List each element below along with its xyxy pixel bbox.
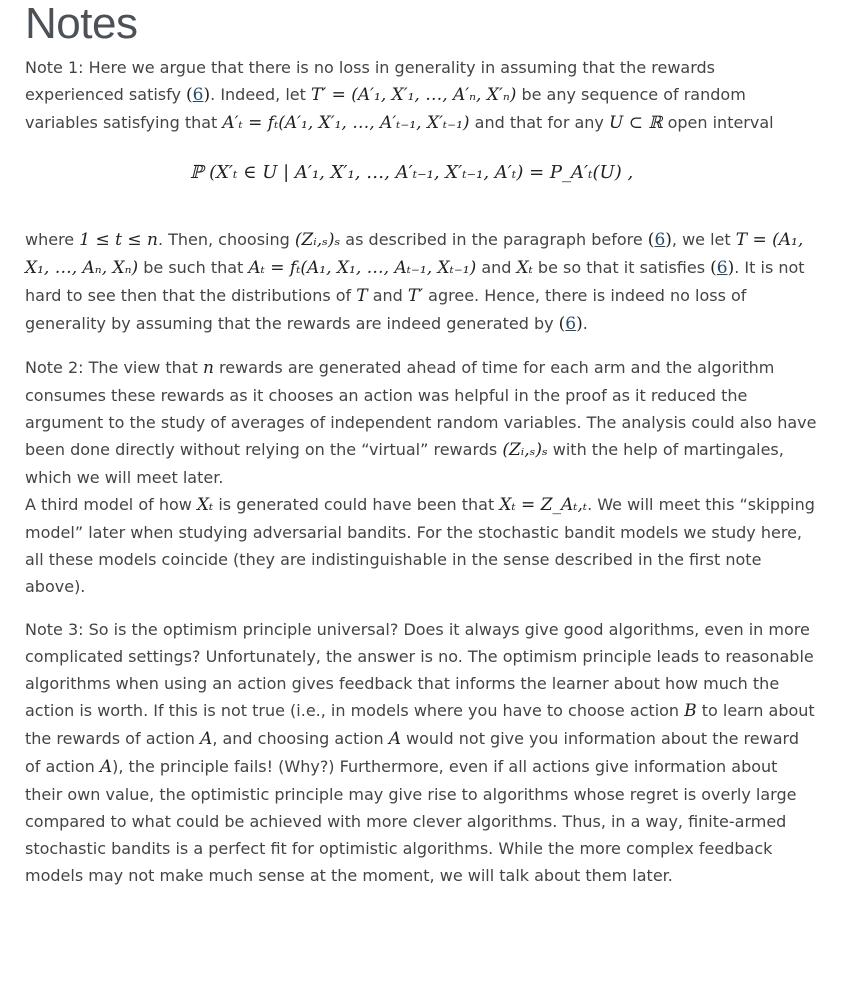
- inline-math: Xₜ: [196, 495, 214, 515]
- inline-math: T′: [407, 286, 424, 306]
- text-run: to learn about the rewards of action: [25, 701, 815, 748]
- inline-math: T: [356, 286, 368, 306]
- inline-math: (Zᵢ,ₛ)ₛ: [294, 230, 341, 250]
- text-run: be so that it satisfies: [532, 258, 711, 277]
- equation-number: 6: [716, 258, 728, 278]
- text-run: and: [476, 258, 517, 277]
- text-run: open interval: [662, 113, 774, 132]
- equation-number: 6: [654, 230, 666, 250]
- text-run: and that for any: [469, 113, 609, 132]
- equation-number: 6: [565, 314, 577, 334]
- note-paragraph: [25, 54, 818, 137]
- inline-math: n: [202, 358, 214, 378]
- equation-number: 6: [192, 85, 204, 105]
- note-paragraph: [25, 616, 818, 889]
- page-title: Notes: [25, 0, 138, 48]
- text-run: agree. Hence, there is indeed no loss of generality by assuming that the rewards are indeed generated by: [25, 286, 747, 333]
- inline-math: Xₜ: [516, 258, 533, 278]
- equation-reference-link[interactable]: (6): [558, 314, 583, 334]
- notes-content: [25, 54, 818, 889]
- text-run: would not give you information about the reward of action: [25, 729, 799, 776]
- inline-math: A: [200, 729, 213, 749]
- inline-math: U ⊂ ℝ: [608, 113, 663, 133]
- text-run: ), the principle fails! (Why?) Furthermore, even if all actions give information about their own value, the optimistic principle may give rise to algorithms whose regret is overly large compared to what could be achieved with more clever algorithms. Thus, in a way, finite-armed stochastic bandits is a perfect fit for optimistic algorithms. While the more complex feedback models may not make much sense at the moment, we will talk about them later.: [25, 757, 797, 885]
- note-paragraph: [25, 226, 818, 338]
- inline-math: Aₜ = fₜ(A₁, X₁, …, Aₜ₋₁, Xₜ₋₁): [248, 258, 477, 278]
- text-run: with the help of martingales, which we will meet later.: [25, 440, 784, 487]
- text-run: A third model of how: [25, 495, 197, 514]
- text-run: rewards are generated ahead of time for each arm and the algorithm consumes these rewards as it chooses an action was helpful in the proof as it reduced the argument to the study of averages of independent random variables. The analysis could also have been done directly without relying on the “virtual” rewards: [25, 358, 817, 459]
- text-run: is generated could have been that: [213, 495, 500, 514]
- inline-math: (Zᵢ,ₛ)ₛ: [502, 440, 548, 460]
- text-run: . It is not hard to see then that the distributions of: [25, 258, 805, 305]
- inline-math: T = (A₁, X₁, …, Aₙ, Xₙ): [25, 230, 804, 278]
- display-equation: ℙ (X′ₜ ∈ U | A′₁, X′₁, …, A′ₜ₋₁, X′ₜ₋₁, A′ₜ) = P_A′ₜ(U) ,: [189, 162, 634, 183]
- equation-reference-link[interactable]: (6): [186, 85, 211, 105]
- text-run: , we let: [671, 230, 736, 249]
- inline-math: B: [684, 701, 697, 721]
- text-run: and: [367, 286, 408, 305]
- text-run: . Indeed, let: [210, 85, 311, 104]
- text-run: . Then, choosing: [157, 230, 295, 249]
- text-run: Note 2: The view that: [25, 358, 203, 377]
- text-run: where: [25, 230, 80, 249]
- inline-math: Xₜ = Z_Aₜ,ₜ: [499, 495, 588, 515]
- inline-math: A: [388, 729, 401, 749]
- text-run: as described in the paragraph before: [340, 230, 648, 249]
- equation-reference-link[interactable]: (6): [647, 230, 672, 250]
- text-run: Note 3: So is the optimism principle universal? Does it always give good algorithms, even in more complicated settings? Unfortunately, the answer is no. The optimism principle leads to reasonable algorithms when using an action gives feedback that informs the learner about how much the action is worth. If this is not true (i.e., in models where you have to choose action: [25, 620, 814, 720]
- note-paragraph: [25, 354, 818, 600]
- text-run: . We will meet this “skipping model” later when studying adversarial bandits. For the stochastic bandit models we study here, all these models coincide (they are indistinguishable in the sense described in the first note above).: [25, 495, 815, 596]
- text-run: be any sequence of random variables satisfying that: [25, 85, 746, 132]
- inline-math: A: [99, 757, 113, 777]
- text-run: .: [582, 314, 588, 333]
- inline-math: T′ = (A′₁, X′₁, …, A′ₙ, X′ₙ): [311, 85, 517, 105]
- inline-math: A′ₜ = fₜ(A′₁, X′₁, …, A′ₜ₋₁, X′ₜ₋₁): [222, 113, 470, 133]
- notes-section: [0, 2, 848, 889]
- inline-math: 1 ≤ t ≤ n: [79, 230, 158, 250]
- equation-reference-link[interactable]: (6): [710, 258, 735, 278]
- text-run: , and choosing action: [212, 729, 389, 748]
- text-run: be such that: [138, 258, 249, 277]
- text-run: Note 1: Here we argue that there is no loss in generality in assuming that the rewards experienced satisfy: [25, 58, 715, 104]
